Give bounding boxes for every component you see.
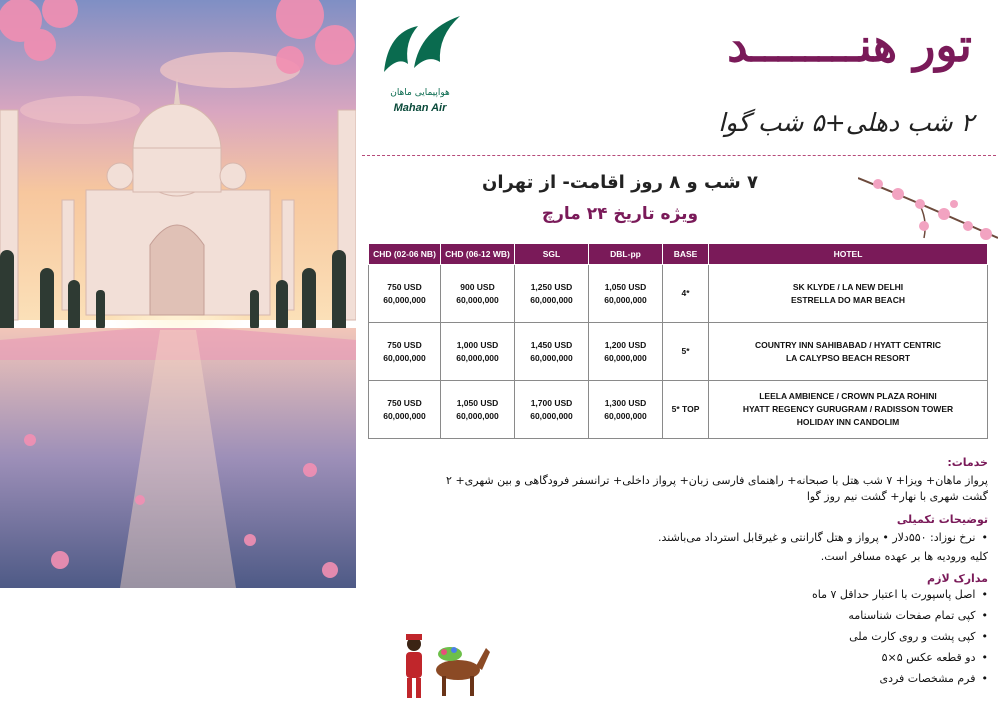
notes-heading: توضیحات تکمیلی (896, 513, 988, 526)
cell-base: 5* (663, 323, 709, 381)
cell-hotel: LEELA AMBIENCE / CROWN PLAZA ROHINI HYATT REGENCY GURUGRAM / RADISSON TOWER HOLIDAY INN CANDOLIM (709, 381, 988, 439)
column-header-hotel: HOTEL (709, 244, 988, 265)
cell-dbl: 1,200 USD 60,000,000 (589, 323, 663, 381)
table-header-row (369, 244, 988, 265)
cell-chd-wb: 900 USD 60,000,000 (441, 265, 515, 323)
page-title: تور هنــــــــد (727, 18, 972, 72)
cell-chd-nb: 750 USD 60,000,000 (369, 381, 441, 439)
cell-hotel: COUNTRY INN SAHIBABAD / HYATT CENTRIC LA CALYPSO BEACH RESORT (709, 323, 988, 381)
column-header-sgl: SGL (515, 244, 589, 265)
taj-mahal-photo (0, 0, 356, 588)
column-header-dbl: DBL-pp (589, 244, 663, 265)
document-item: • اصل پاسپورت با اعتبار حداقل ۷ ماه (812, 588, 988, 601)
mahan-air-bird-icon (374, 12, 466, 84)
cell-chd-wb: 1,050 USD 60,000,000 (441, 381, 515, 439)
dashed-divider (362, 155, 996, 156)
column-header-chd-nb: CHD (02-06 NB) (369, 244, 441, 265)
document-item: • کپی پشت و روی کارت ملی (849, 630, 988, 643)
haji-firuz-horse-illustration (392, 630, 492, 704)
price-table (368, 243, 988, 439)
notes-line: • نرخ نوزاد: ۵۵۰دلار • پرواز و هتل گارانتی و غیرقابل استرداد می‌باشند. (658, 531, 988, 544)
cell-dbl: 1,300 USD 60,000,000 (589, 381, 663, 439)
column-header-chd-wb: CHD (06-12 WB) (441, 244, 515, 265)
cell-base: 5* TOP (663, 381, 709, 439)
services-line: پرواز ماهان+ ویزا+ ۷ شب هتل با صبحانه+ راهنمای فارسی زبان+ پرواز داخلی+ ترانسفر فرودگاهی و بین شهری+ ۲ (446, 474, 988, 487)
services-text (378, 473, 988, 505)
document-item: • دو قطعه عکس ۵×۵ (882, 651, 988, 664)
mahan-air-logo (368, 12, 472, 116)
cell-sgl: 1,450 USD 60,000,000 (515, 323, 589, 381)
document-item: • فرم مشخصات فردی (879, 672, 988, 685)
documents-heading: مدارک لازم (927, 572, 988, 585)
cell-dbl: 1,050 USD 60,000,000 (589, 265, 663, 323)
cell-hotel: SK KLYDE / LA NEW DELHI ESTRELLA DO MAR BEACH (709, 265, 988, 323)
services-line: گشت شهری با نهار+ گشت نیم روز گوا (806, 490, 988, 503)
tour-subtitle: ۲ شب دهلی+۵ شب گوا (718, 108, 974, 137)
services-heading: خدمات: (947, 456, 988, 469)
table-row (369, 265, 988, 323)
stay-duration: ۷ شب و ۸ روز اقامت- از تهران (481, 172, 759, 193)
cell-chd-wb: 1,000 USD 60,000,000 (441, 323, 515, 381)
cell-base: 4* (663, 265, 709, 323)
cell-sgl: 1,700 USD 60,000,000 (515, 381, 589, 439)
logo-persian-text: هواپیمایی ماهان (390, 88, 450, 98)
tour-date: ویژه تاریخ ۲۴ مارچ (541, 204, 699, 224)
table-row (369, 323, 988, 381)
table-row (369, 381, 988, 439)
logo-english-text: Mahan Air (393, 102, 447, 114)
cherry-blossom-branch-icon (858, 168, 998, 248)
column-header-base: BASE (663, 244, 709, 265)
notes-line: کلیه ورودیه ها بر عهده مسافر است. (820, 550, 988, 563)
cell-chd-nb: 750 USD 60,000,000 (369, 265, 441, 323)
cell-sgl: 1,250 USD 60,000,000 (515, 265, 589, 323)
cell-chd-nb: 750 USD 60,000,000 (369, 323, 441, 381)
document-item: • کپی تمام صفحات شناسنامه (848, 609, 988, 622)
